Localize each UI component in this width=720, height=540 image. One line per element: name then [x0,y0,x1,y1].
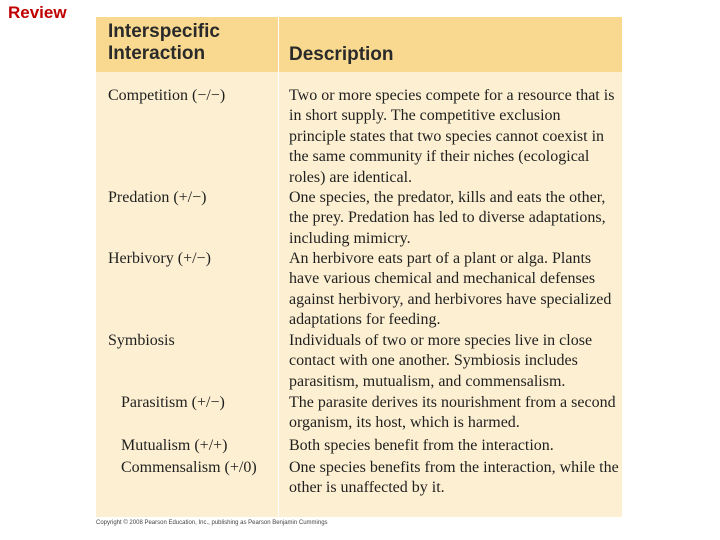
header-interaction: Interspecific Interaction [108,21,220,64]
interaction-table [96,17,622,517]
description-herbivory: An herbivore eats part of a plant or alga. Plants have various chemical and mechanical defenses against herbivory, and herbivores have specialized adaptations for feeding. [289,250,612,329]
description-parasitism: The parasite derives its nourishment from a second organism, its host, which is harmed. [289,394,616,432]
term-herbivory: Herbivory (+/−) [108,250,211,267]
column-divider [278,17,279,517]
description-commensalism: One species benefits from the interaction, while the other is unaffected by it. [289,459,619,497]
description-symbiosis: Individuals of two or more species live in close contact with one another. Symbiosis includes parasitism, mutualism, and commensalism. [289,332,593,390]
term-mutualism: Mutualism (+/+) [121,437,228,454]
copyright-notice: Copyright © 2008 Pearson Education, Inc., publishing as Pearson Benjamin Cummings [96,520,328,526]
term-parasitism: Parasitism (+/−) [121,394,225,411]
term-predation: Predation (+/−) [108,189,207,206]
description-predation: One species, the predator, kills and eats the other, the prey. Predation has led to diverse adaptations, including mimicry. [289,189,606,247]
review-label: Review [8,3,67,22]
term-commensalism: Commensalism (+/0) [121,459,257,476]
description-competition: Two or more species compete for a resource that is in short supply. The competitive exclusion principle states that two species cannot coexist in the same community if their niches (ecological roles) are identical. [289,87,615,186]
term-competition: Competition (−/−) [108,87,226,104]
table-header [96,17,622,72]
header-description: Description [289,44,394,65]
description-mutualism: Both species benefit from the interaction. [289,437,554,454]
term-symbiosis: Symbiosis [108,332,175,349]
